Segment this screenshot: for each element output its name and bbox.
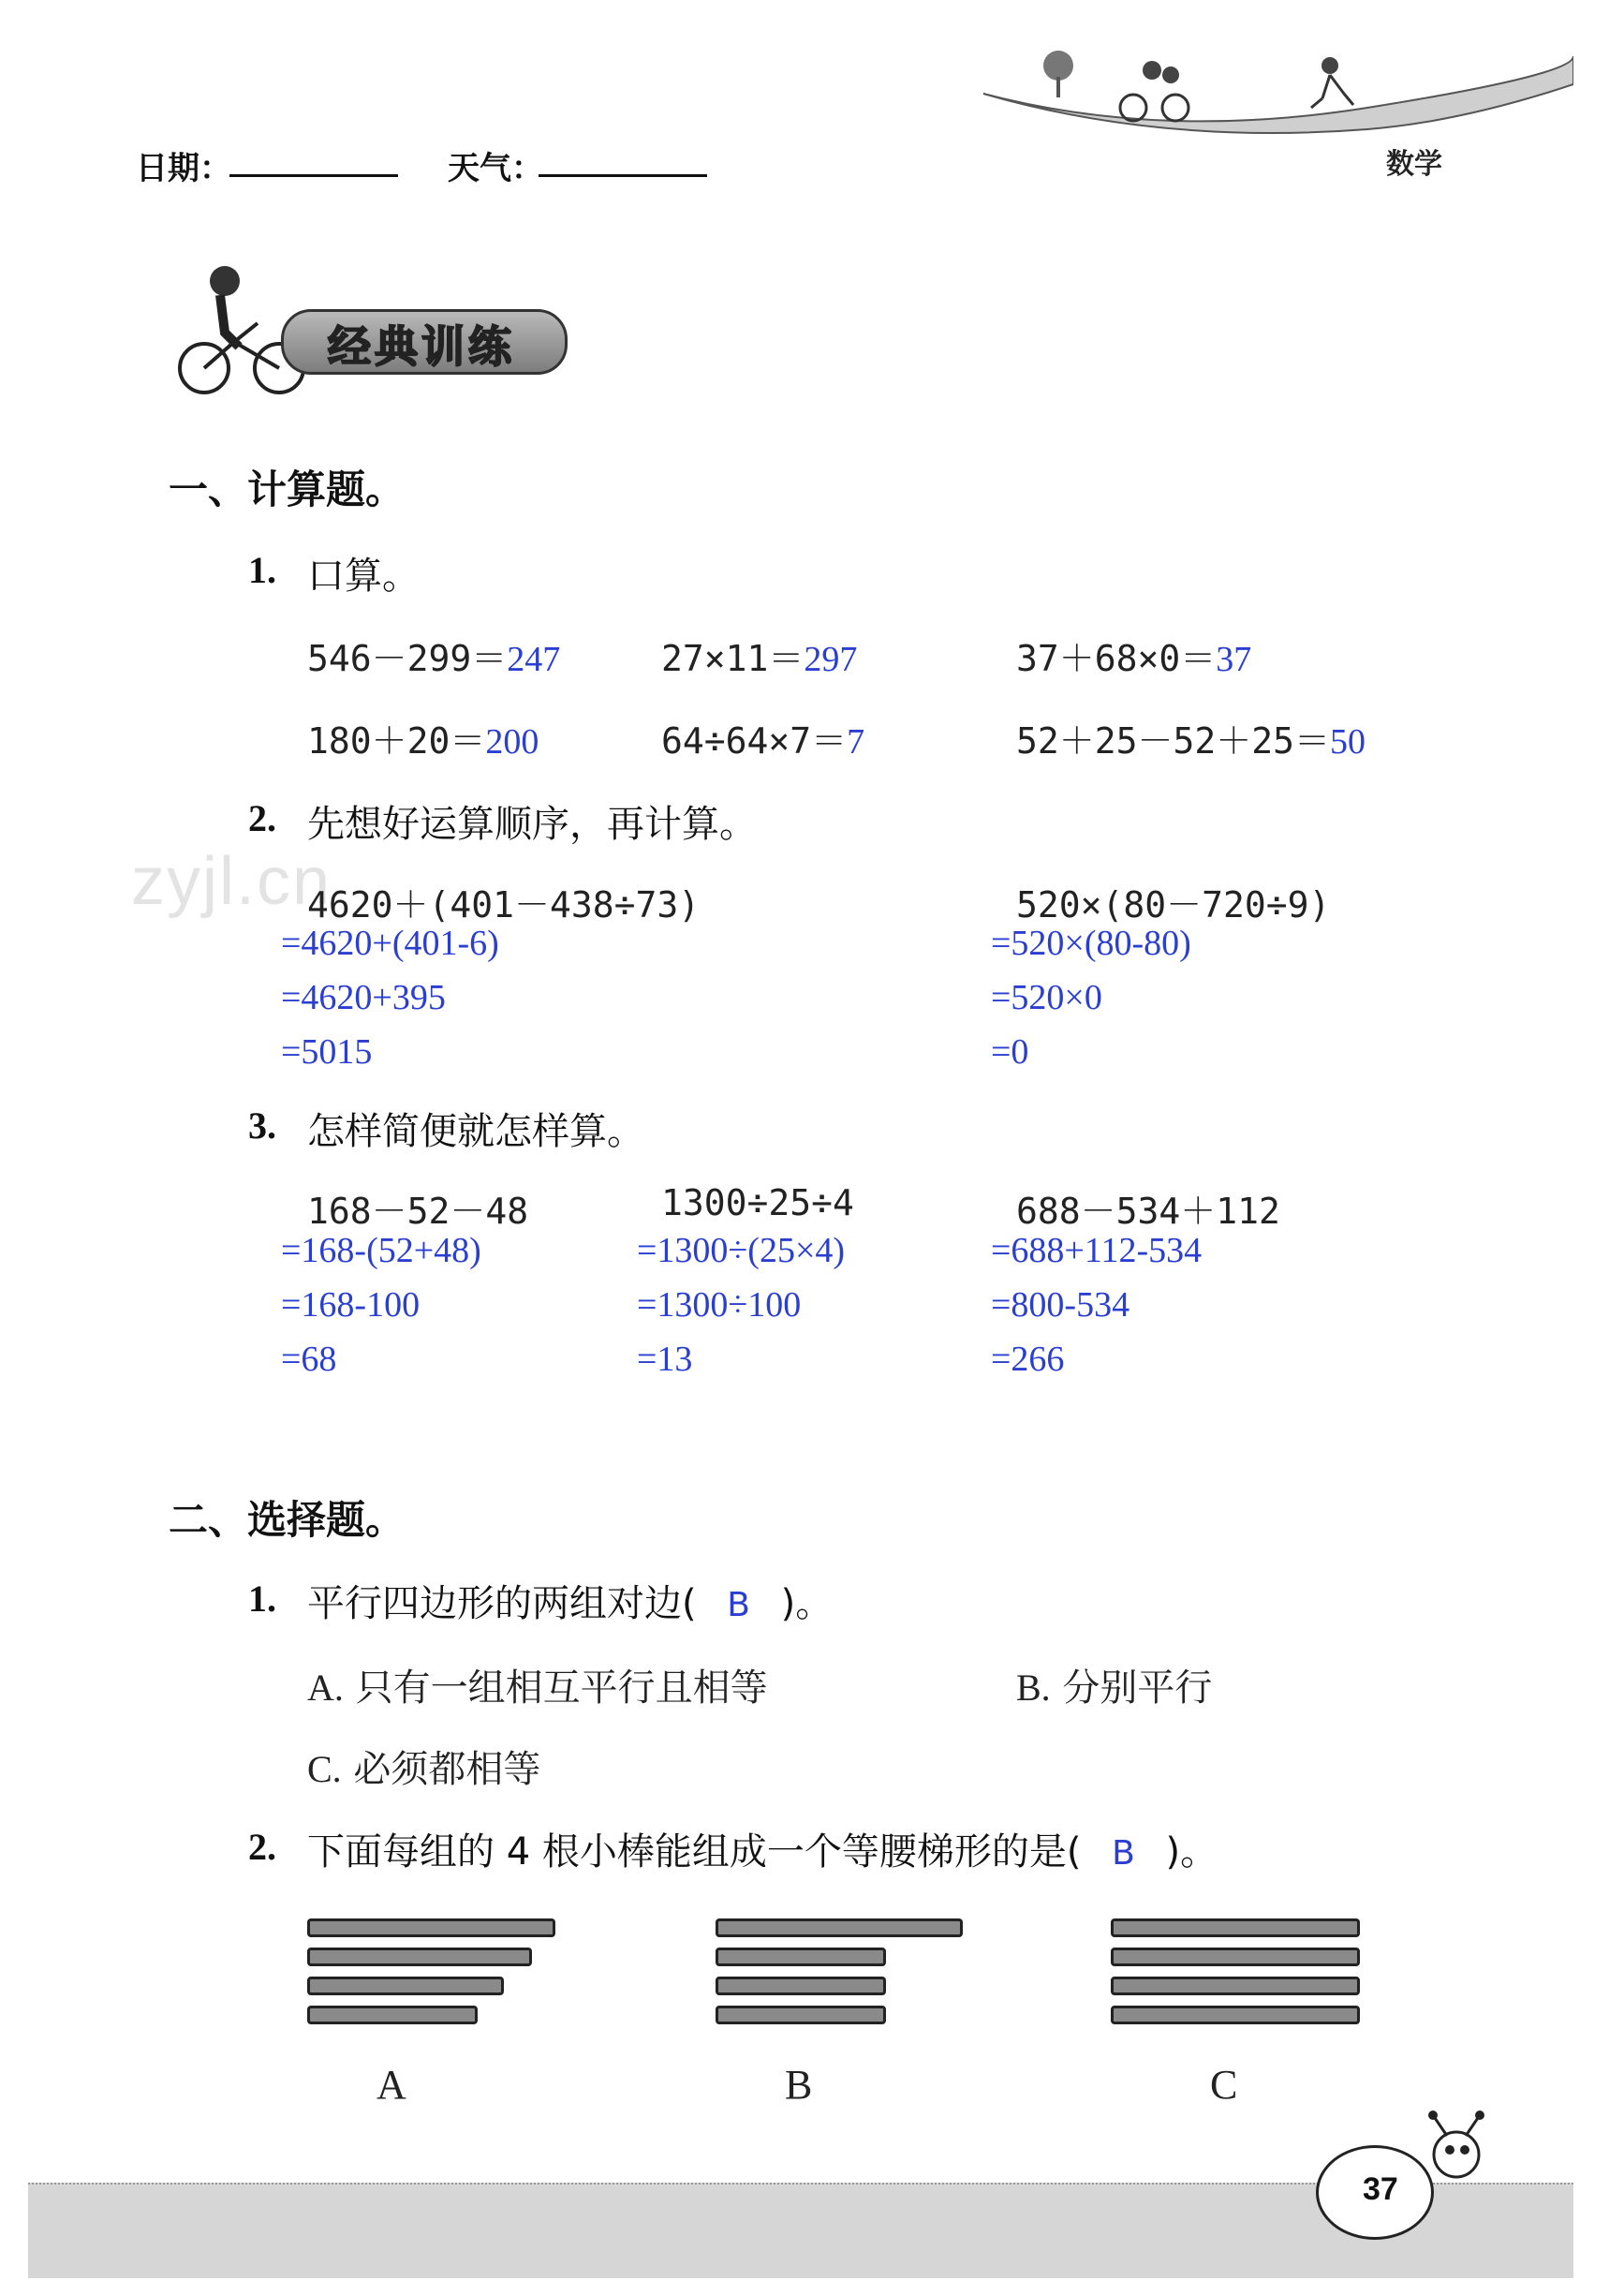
simplify-expr: 688－534＋112 [1016,1191,1280,1232]
work-step[interactable]: =168-100 [281,1285,421,1325]
section2-title: 二、选择题。 [169,1497,406,1543]
header-illustration [974,19,1573,141]
choice-q2-text-end: )。 [1165,1830,1218,1874]
work-step[interactable]: =4620+(401-6) [281,924,499,963]
order-expr: 4620＋(401－438÷73) [307,884,701,926]
stick [1111,2006,1360,2024]
oral-expr: 546－299＝ [307,638,508,679]
work-step[interactable]: =688+112-534 [991,1231,1203,1270]
oral-answer[interactable]: 7 [847,722,865,762]
work-step[interactable]: =168-(52+48) [281,1231,481,1270]
oral-expr: 37＋68×0＝ [1016,638,1217,679]
work-step[interactable]: =4620+395 [281,978,446,1017]
work-step[interactable]: =68 [281,1340,337,1379]
work-step[interactable]: =520×(80-80) [991,924,1191,963]
choice-q1-number: 1. [248,1577,276,1620]
oral-expr: 52＋25－52＋25＝ [1016,720,1331,762]
q2-text: 先想好运算顺序，再计算。 [307,803,757,846]
oral-answer[interactable]: 200 [485,722,539,762]
work-step[interactable]: =1300÷100 [637,1285,802,1325]
stick-group-label: C [1210,2062,1238,2108]
choice-q2-stem [307,1822,1218,1875]
oral-item [661,712,864,763]
option-c[interactable] [307,1740,540,1793]
option-b[interactable] [1016,1658,1212,1711]
weather-label: 天气： [448,150,543,187]
bicycle-icon [1120,95,1146,121]
stick [307,1948,532,1966]
stick [716,2006,886,2024]
work-step[interactable]: =800-534 [991,1285,1130,1325]
stick [307,2006,478,2024]
option-text: 只有一组相互平行且相等 [355,1666,768,1710]
tree-icon [1043,51,1073,81]
option-text: 必须都相等 [353,1748,541,1791]
q3-number: 3. [248,1104,276,1147]
choice-q1-answer[interactable]: B [727,1586,750,1624]
order-expr: 520×(80－720÷9) [1016,884,1331,926]
date-label: 日期： [136,150,231,187]
watermark: zyjl.cn [131,844,332,919]
option-text: 分别平行 [1062,1666,1213,1710]
banner-title: 经典训练 [328,321,515,372]
date-blank[interactable] [229,174,398,177]
option-letter: A. [307,1666,344,1709]
stick [1111,1977,1360,1995]
choice-q1-stem [307,1574,833,1627]
option-a[interactable] [307,1658,768,1711]
choice-q1-text: 平行四边形的两组对边( [307,1582,697,1625]
stick [307,1977,504,1995]
stick-group-label: B [785,2062,813,2108]
oral-answer[interactable]: 297 [804,640,858,679]
oral-expr: 180＋20＝ [307,720,486,762]
stick [1111,1918,1360,1937]
choice-q2-text: 下面每组的 4 根小棒能组成一个等腰梯形的是( [307,1830,1082,1874]
simplify-expr: 1300÷25÷4 [661,1182,854,1223]
work-step[interactable]: =0 [991,1032,1029,1072]
choice-q2-number: 2. [248,1826,276,1868]
q1-number: 1. [248,549,276,591]
oral-answer[interactable]: 50 [1330,722,1366,762]
stick [716,1977,886,1995]
oral-item [307,629,560,681]
q2-number: 2. [248,797,276,839]
oral-item [1016,712,1366,763]
q1-text: 口算。 [307,555,420,598]
simplify-expr: 168－52－48 [307,1191,529,1232]
work-step[interactable]: =5015 [281,1032,373,1072]
stick [716,1918,963,1937]
oral-item [307,712,539,763]
stick [307,1918,555,1937]
stick [1111,1948,1360,1966]
q3-text: 怎样简便就怎样算。 [307,1110,644,1153]
work-step[interactable]: =266 [991,1340,1065,1379]
weather-blank[interactable] [539,174,707,177]
oral-item [661,629,857,681]
stick-group-label: A [376,2062,406,2108]
oral-expr: 27×11＝ [661,638,805,679]
subject-label: 数学 [1386,148,1442,181]
option-letter: C. [307,1748,342,1790]
running-kid-icon [1321,57,1338,74]
oral-expr: 64÷64×7＝ [661,720,848,762]
choice-q1-text-end: )。 [780,1582,834,1625]
oral-answer[interactable]: 247 [507,640,561,679]
snail-antenna-icon [1405,2108,1508,2183]
oral-answer[interactable]: 37 [1216,640,1252,679]
stick [716,1948,886,1966]
section1-title: 一、计算题。 [169,467,406,512]
work-step[interactable]: =13 [637,1340,693,1379]
work-step[interactable]: =1300÷(25×4) [637,1231,846,1270]
oral-item [1016,629,1251,681]
option-letter: B. [1016,1666,1051,1709]
work-step[interactable]: =520×0 [991,978,1102,1017]
choice-q2-answer[interactable]: B [1112,1834,1135,1873]
page-number: 37 [1363,2171,1398,2207]
